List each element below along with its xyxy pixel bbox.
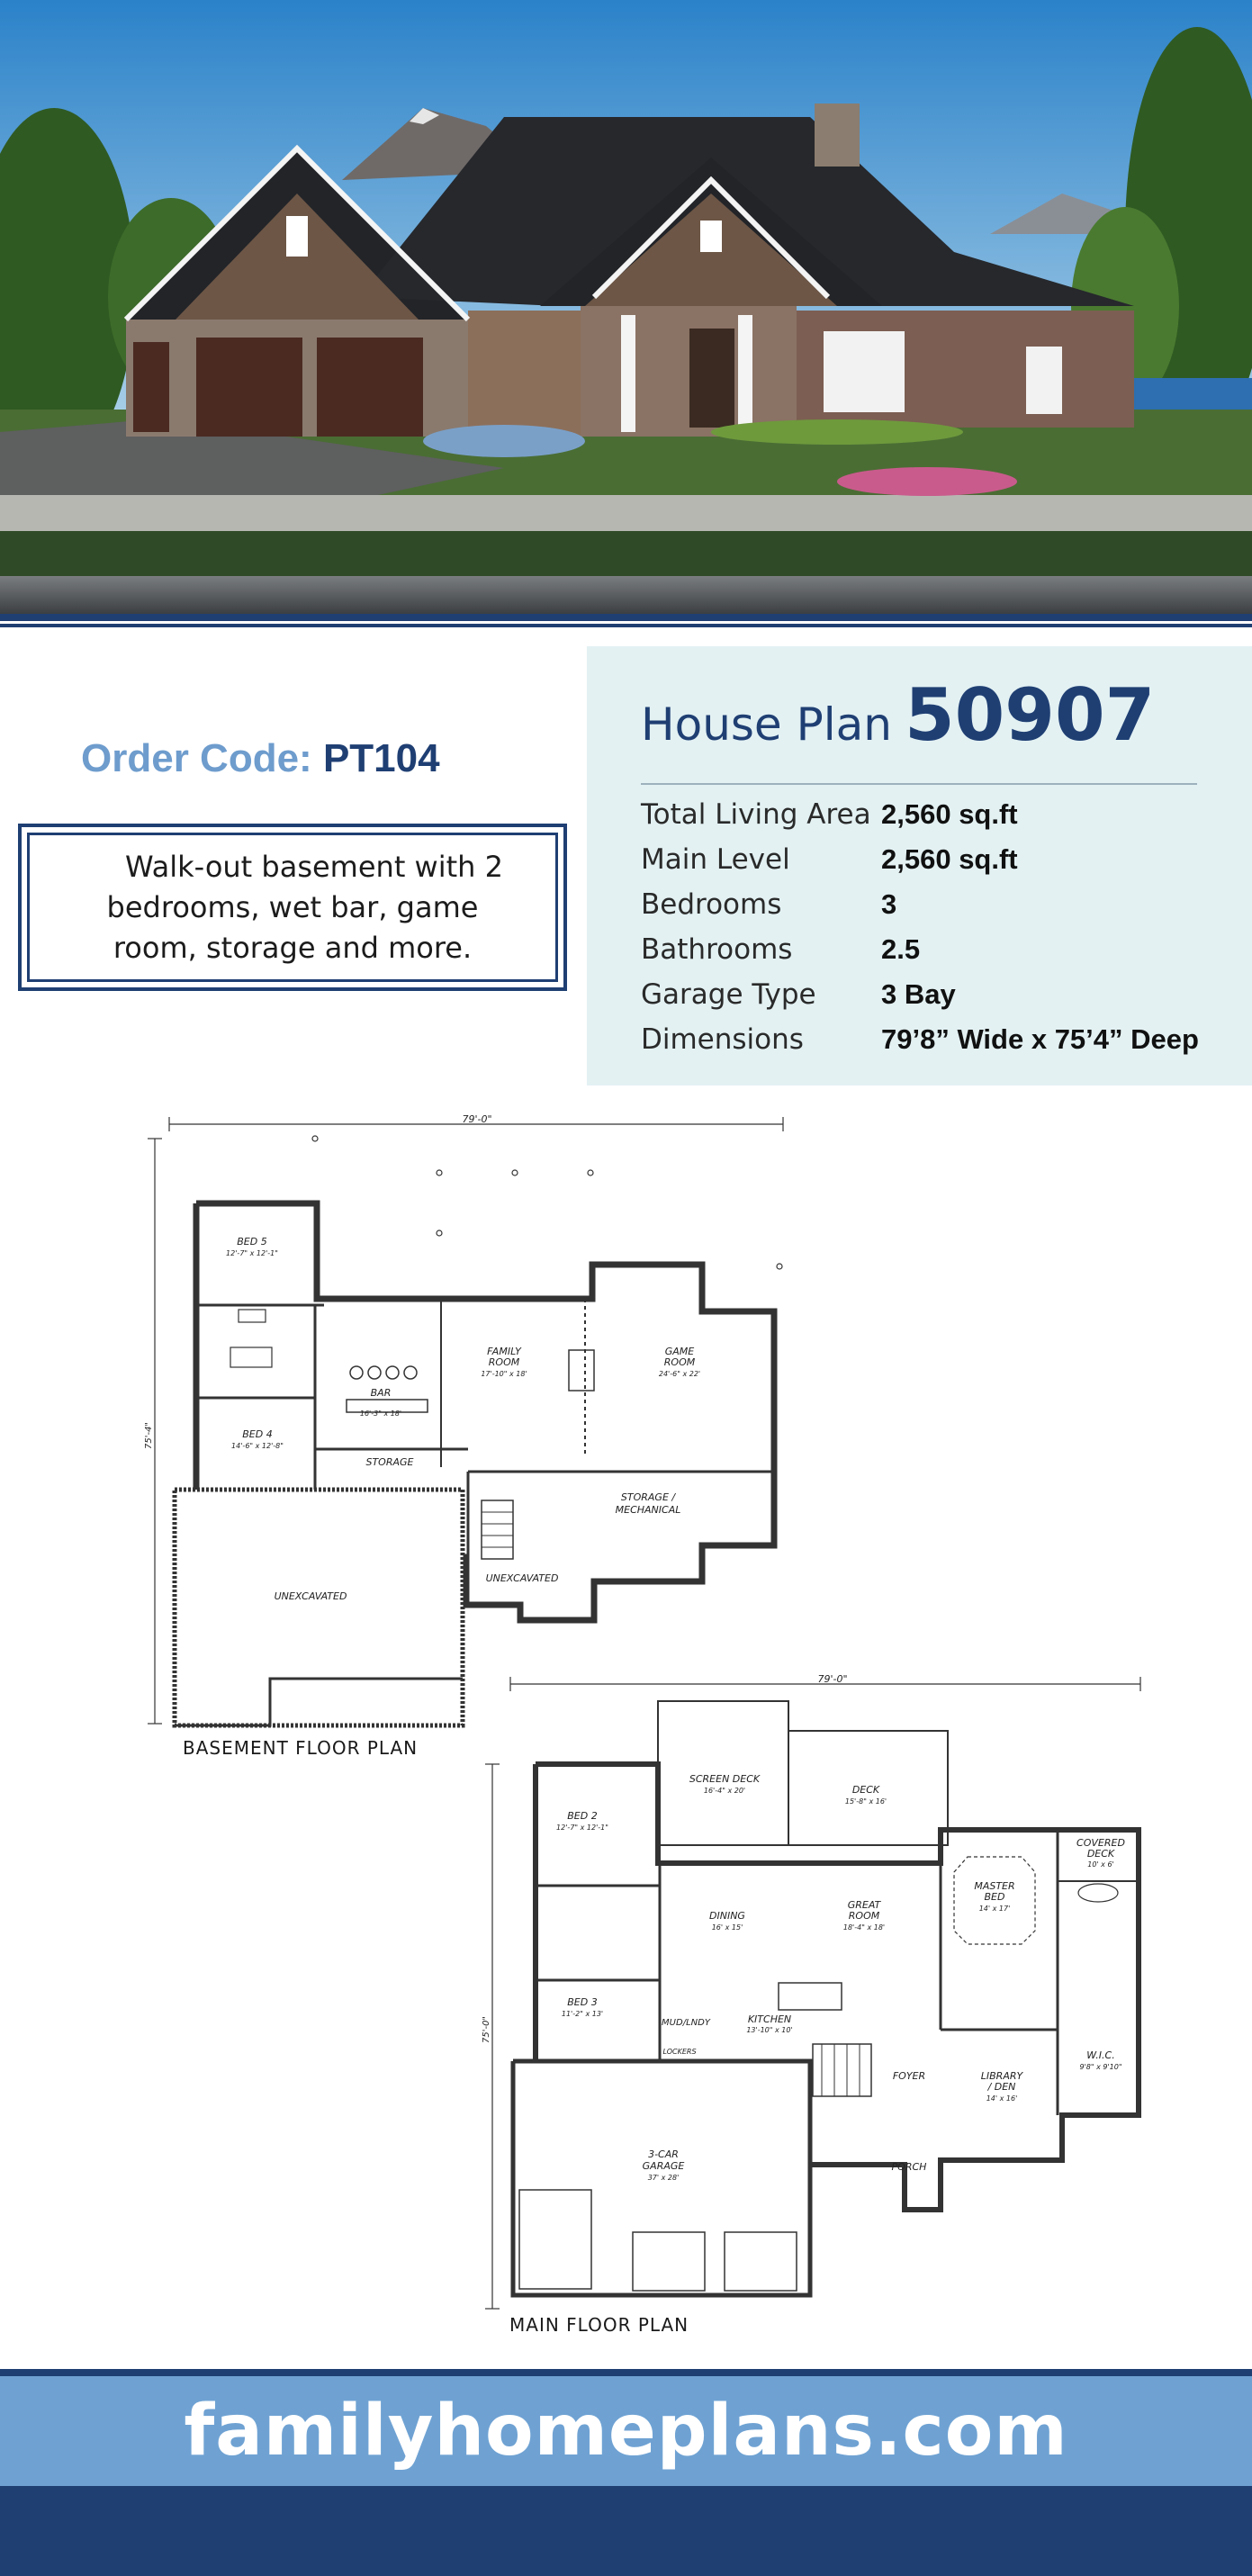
room-size: 37' x 28'	[647, 2174, 680, 2182]
spec-label: Bedrooms	[641, 888, 782, 921]
spec-row-garage	[641, 972, 1217, 1017]
room-label: GREAT	[847, 1899, 881, 1911]
room-label: STORAGE /	[620, 1491, 676, 1503]
room-label: MECHANICAL	[615, 1504, 681, 1516]
feature-callout-inner	[27, 833, 558, 982]
spec-label: Bathrooms	[641, 933, 793, 966]
room-label: FOYER	[892, 2070, 926, 2082]
room-label: UNEXCAVATED	[274, 1590, 347, 1602]
room-label: ROOM	[848, 1910, 880, 1922]
spec-value: 2,560 sq.ft	[881, 843, 1018, 875]
plan-number: 50907	[904, 673, 1156, 757]
room-size: 11'-2" x 13'	[561, 2010, 604, 2018]
room-label: ROOM	[663, 1356, 696, 1368]
spec-value: 3 Bay	[881, 978, 956, 1010]
room-label: LIBRARY	[980, 2070, 1023, 2082]
spec-row-total-area	[641, 792, 1217, 837]
room-size: 14' x 16'	[986, 2094, 1018, 2103]
room-label: BED 2	[567, 1810, 598, 1822]
spec-value: 2,560 sq.ft	[881, 798, 1018, 830]
room-size: 16'-4" x 20'	[703, 1787, 746, 1795]
room-label: BED	[984, 1891, 1005, 1903]
room-size: 17'-10" x 18'	[481, 1370, 527, 1378]
room-size: 14' x 17'	[978, 1905, 1011, 1913]
spec-row-bedrooms	[641, 882, 1217, 927]
room-label: DINING	[709, 1910, 745, 1922]
room-size: 16' x 15'	[711, 1923, 743, 1932]
main-depth-dimension: 75'-0"	[482, 2015, 491, 2044]
room-label: KITCHEN	[747, 2013, 792, 2025]
room-label: DECK	[1086, 1848, 1115, 1860]
basement-width-dimension: 79'-0"	[462, 1113, 492, 1125]
basement-depth-dimension: 75'-4"	[144, 1421, 154, 1450]
room-size: 10' x 6'	[1087, 1860, 1114, 1869]
room-label: MASTER	[974, 1880, 1015, 1892]
room-label: STORAGE	[365, 1456, 414, 1468]
room-size: 24'-6" x 22'	[658, 1370, 701, 1378]
room-label: BED 3	[567, 1996, 598, 2008]
basement-caption: BASEMENT FLOOR PLAN	[183, 1737, 419, 1759]
room-label: LOCKERS	[662, 2048, 697, 2056]
room-label: BAR	[370, 1387, 392, 1399]
room-label: GARAGE	[642, 2160, 685, 2172]
spec-row-bathrooms	[641, 927, 1217, 972]
room-label: MUD/LNDY	[662, 2018, 710, 2028]
spec-panel	[587, 646, 1252, 1085]
house-rendering	[0, 0, 1252, 630]
room-size: 12'-7" x 12'-1"	[556, 1824, 608, 1832]
room-label: DECK	[851, 1784, 880, 1796]
main-floor-plan	[482, 1670, 1148, 2318]
spec-label: Total Living Area	[641, 798, 871, 831]
footer-rule	[0, 2369, 1252, 2376]
spec-label: Dimensions	[641, 1023, 804, 1056]
spec-divider	[641, 783, 1197, 785]
spec-row-main-level	[641, 837, 1217, 882]
room-label: PORCH	[891, 2161, 927, 2173]
spec-label: Garage Type	[641, 978, 816, 1011]
hero-divider-thin	[0, 624, 1252, 627]
room-size: 15'-8" x 16'	[844, 1797, 887, 1806]
order-code-value: PT104	[322, 736, 440, 780]
room-label: W.I.C.	[1086, 2049, 1115, 2061]
spec-value: 2.5	[881, 933, 921, 965]
house-illustration	[0, 0, 1252, 630]
hero-divider-thick	[0, 614, 1252, 621]
plan-title	[641, 673, 1155, 757]
feature-callout-text: Walk-out basement with 2 bedrooms, wet bar, game room, storage and more.	[106, 849, 503, 965]
footer-bottom-bar	[0, 2486, 1252, 2576]
order-code-label: Order Code:	[81, 736, 312, 780]
spec-row-dimensions	[641, 1017, 1217, 1062]
room-label: 3-CAR	[648, 2148, 679, 2160]
room-label: BED 4	[242, 1428, 273, 1440]
room-label: BED 5	[237, 1236, 267, 1247]
main-width-dimension: 79'-0"	[817, 1673, 848, 1685]
room-size: 14'-6" x 12'-8"	[231, 1442, 284, 1450]
room-size: 18'-4" x 18'	[842, 1923, 886, 1932]
main-caption: MAIN FLOOR PLAN	[509, 2314, 689, 2336]
main-plan-drawing	[482, 1670, 1148, 2318]
room-size: 12'-7" x 12'-1"	[226, 1249, 278, 1257]
website-link[interactable]: familyhomeplans.com	[184, 2391, 1068, 2472]
spec-value: 79’8” Wide x 75’4” Deep	[881, 1023, 1199, 1055]
room-label: / DEN	[987, 2081, 1016, 2093]
room-label: SCREEN DECK	[689, 1773, 761, 1785]
spec-label: Main Level	[641, 843, 790, 876]
feature-callout-box	[18, 824, 567, 991]
spec-value: 3	[881, 888, 897, 920]
room-size: 13'-10" x 10'	[746, 2026, 793, 2034]
plan-title-word: House Plan	[641, 698, 892, 751]
basement-floor-plan	[144, 1112, 797, 1737]
room-label: GAME	[664, 1346, 695, 1357]
room-label: UNEXCAVATED	[485, 1572, 559, 1584]
order-code	[81, 736, 440, 781]
room-label: FAMILY	[487, 1346, 521, 1357]
room-size: 16'-3" x 18'	[359, 1410, 402, 1418]
footer-band	[0, 2376, 1252, 2486]
basement-plan-drawing	[144, 1112, 797, 1737]
room-label: COVERED	[1076, 1837, 1125, 1849]
room-size: 9'8" x 9'10"	[1079, 2063, 1122, 2071]
room-label: ROOM	[488, 1356, 520, 1368]
